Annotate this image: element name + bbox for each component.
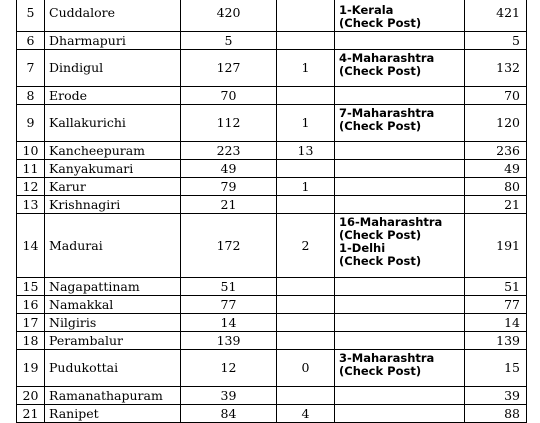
remarks-cell	[335, 405, 465, 423]
additional-count-cell: 4	[277, 405, 335, 423]
additional-count-cell	[277, 32, 335, 50]
table-row	[17, 178, 527, 196]
remarks-cell: 4-Maharashtra (Check Post)	[335, 50, 465, 87]
cases-count-cell: 223	[181, 142, 277, 160]
cases-count-cell: 12	[181, 350, 277, 387]
cases-count-cell: 49	[181, 160, 277, 178]
serial-number-cell: 11	[17, 160, 45, 178]
cases-count-cell: 79	[181, 178, 277, 196]
district-name-cell: Erode	[45, 87, 181, 105]
district-table-page	[16, 0, 526, 423]
total-count-cell: 77	[465, 296, 527, 314]
remarks-cell: 1-Kerala (Check Post)	[335, 0, 465, 32]
cases-count-cell: 14	[181, 314, 277, 332]
additional-count-cell: 1	[277, 178, 335, 196]
table-row	[17, 32, 527, 50]
total-count-cell: 15	[465, 350, 527, 387]
additional-count-cell	[277, 196, 335, 214]
district-name-cell: Namakkal	[45, 296, 181, 314]
table-row	[17, 142, 527, 160]
serial-number-cell: 21	[17, 405, 45, 423]
total-count-cell: 14	[465, 314, 527, 332]
cases-count-cell: 70	[181, 87, 277, 105]
district-name-cell: Cuddalore	[45, 0, 181, 32]
table-row	[17, 296, 527, 314]
district-name-cell: Dindigul	[45, 50, 181, 87]
total-count-cell: 51	[465, 278, 527, 296]
cases-count-cell: 127	[181, 50, 277, 87]
table-row	[17, 0, 527, 32]
table-row	[17, 350, 527, 387]
table-row	[17, 160, 527, 178]
remarks-cell	[335, 196, 465, 214]
additional-count-cell: 0	[277, 350, 335, 387]
remarks-cell	[335, 278, 465, 296]
serial-number-cell: 8	[17, 87, 45, 105]
serial-number-cell: 20	[17, 387, 45, 405]
district-name-cell: Dharmapuri	[45, 32, 181, 50]
remarks-cell	[335, 314, 465, 332]
remarks-cell	[335, 160, 465, 178]
remarks-cell: 3-Maharashtra (Check Post)	[335, 350, 465, 387]
cases-count-cell: 77	[181, 296, 277, 314]
district-name-cell: Kancheepuram	[45, 142, 181, 160]
total-count-cell: 49	[465, 160, 527, 178]
additional-count-cell	[277, 0, 335, 32]
district-name-cell: Ramanathapuram	[45, 387, 181, 405]
district-name-cell: Kallakurichi	[45, 105, 181, 142]
additional-count-cell: 2	[277, 214, 335, 278]
district-name-cell: Madurai	[45, 214, 181, 278]
cases-count-cell: 84	[181, 405, 277, 423]
cases-count-cell: 420	[181, 0, 277, 32]
table-body	[17, 0, 527, 423]
additional-count-cell: 1	[277, 50, 335, 87]
additional-count-cell: 1	[277, 105, 335, 142]
district-name-cell: Ranipet	[45, 405, 181, 423]
district-name-cell: Pudukottai	[45, 350, 181, 387]
additional-count-cell	[277, 160, 335, 178]
additional-count-cell	[277, 332, 335, 350]
serial-number-cell: 10	[17, 142, 45, 160]
district-cases-table	[16, 0, 527, 423]
district-name-cell: Krishnagiri	[45, 196, 181, 214]
total-count-cell: 139	[465, 332, 527, 350]
table-row	[17, 278, 527, 296]
table-row	[17, 87, 527, 105]
table-row	[17, 105, 527, 142]
total-count-cell: 21	[465, 196, 527, 214]
total-count-cell: 70	[465, 87, 527, 105]
cases-count-cell: 51	[181, 278, 277, 296]
additional-count-cell	[277, 278, 335, 296]
serial-number-cell: 15	[17, 278, 45, 296]
remarks-cell	[335, 142, 465, 160]
cases-count-cell: 139	[181, 332, 277, 350]
cases-count-cell: 21	[181, 196, 277, 214]
serial-number-cell: 14	[17, 214, 45, 278]
remarks-cell: 7-Maharashtra (Check Post)	[335, 105, 465, 142]
table-row	[17, 332, 527, 350]
total-count-cell: 39	[465, 387, 527, 405]
total-count-cell: 120	[465, 105, 527, 142]
remarks-cell	[335, 32, 465, 50]
total-count-cell: 5	[465, 32, 527, 50]
additional-count-cell	[277, 296, 335, 314]
remarks-cell	[335, 178, 465, 196]
district-name-cell: Perambalur	[45, 332, 181, 350]
total-count-cell: 421	[465, 0, 527, 32]
serial-number-cell: 17	[17, 314, 45, 332]
serial-number-cell: 13	[17, 196, 45, 214]
serial-number-cell: 9	[17, 105, 45, 142]
total-count-cell: 80	[465, 178, 527, 196]
additional-count-cell: 13	[277, 142, 335, 160]
cases-count-cell: 5	[181, 32, 277, 50]
serial-number-cell: 5	[17, 0, 45, 32]
serial-number-cell: 12	[17, 178, 45, 196]
table-row	[17, 405, 527, 423]
total-count-cell: 236	[465, 142, 527, 160]
serial-number-cell: 19	[17, 350, 45, 387]
total-count-cell: 88	[465, 405, 527, 423]
additional-count-cell	[277, 314, 335, 332]
additional-count-cell	[277, 87, 335, 105]
table-row	[17, 314, 527, 332]
remarks-cell: 16-Maharashtra (Check Post) 1-Delhi (Check Post)	[335, 214, 465, 278]
cases-count-cell: 39	[181, 387, 277, 405]
serial-number-cell: 7	[17, 50, 45, 87]
remarks-cell	[335, 387, 465, 405]
district-name-cell: Nagapattinam	[45, 278, 181, 296]
remarks-cell	[335, 332, 465, 350]
district-name-cell: Karur	[45, 178, 181, 196]
remarks-cell	[335, 296, 465, 314]
table-row	[17, 214, 527, 278]
table-row	[17, 196, 527, 214]
table-row	[17, 50, 527, 87]
serial-number-cell: 16	[17, 296, 45, 314]
serial-number-cell: 6	[17, 32, 45, 50]
remarks-cell	[335, 87, 465, 105]
district-name-cell: Kanyakumari	[45, 160, 181, 178]
total-count-cell: 132	[465, 50, 527, 87]
additional-count-cell	[277, 387, 335, 405]
district-name-cell: Nilgiris	[45, 314, 181, 332]
table-row	[17, 387, 527, 405]
cases-count-cell: 112	[181, 105, 277, 142]
cases-count-cell: 172	[181, 214, 277, 278]
serial-number-cell: 18	[17, 332, 45, 350]
total-count-cell: 191	[465, 214, 527, 278]
